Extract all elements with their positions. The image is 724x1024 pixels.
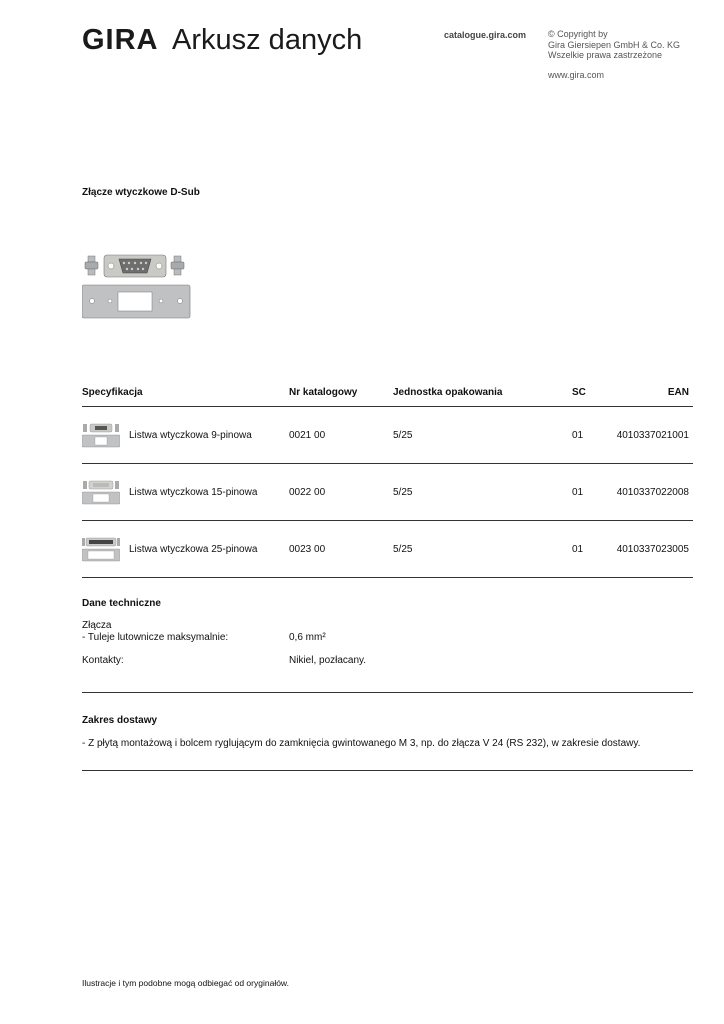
copyright-block — [548, 29, 680, 61]
row-catalog-no: 0021 00 — [289, 430, 326, 441]
website-link[interactable]: www.gira.com — [548, 70, 605, 80]
solder-sleeves-value: 0,6 mm² — [289, 632, 326, 643]
row-spec: Listwa wtyczkowa 15-pinowa — [129, 487, 258, 498]
divider — [82, 463, 693, 464]
divider — [82, 520, 693, 521]
contacts-value: Nikiel, pozłacany. — [289, 655, 367, 666]
row-packaging: 5/25 — [393, 487, 413, 498]
product-title: Złącze wtyczkowe D-Sub — [82, 187, 200, 198]
row-ean: 4010337022008 — [616, 487, 689, 498]
connector-9-pin-thumbnail — [82, 423, 120, 449]
row-catalog-no: 0022 00 — [289, 487, 326, 498]
divider — [82, 577, 693, 578]
copyright-line: Wszelkie prawa zastrzeżone — [548, 50, 663, 60]
copyright-line: Gira Giersiepen GmbH & Co. KG — [548, 39, 681, 50]
copyright-line: © Copyright by — [548, 29, 608, 39]
footer-note: Ilustracje i tym podobne mogą odbiegać od oryginałów. — [82, 978, 289, 988]
row-sc: 01 — [572, 487, 584, 498]
header-catalog-no: Nr katalogowy — [289, 387, 358, 398]
mounting-plate — [82, 285, 190, 318]
header-packaging: Jednostka opakowania — [393, 387, 503, 398]
delivery-scope-text: - Z płytą montażową i bolcem ryglującym do zamknięcia gwintowanego M 3, np. do złącza V 24 (RS 232), w zakresie dostawy. — [82, 738, 641, 749]
row-packaging: 5/25 — [393, 544, 413, 555]
row-spec: Listwa wtyczkowa 25-pinowa — [129, 544, 258, 555]
divider — [82, 406, 693, 407]
connector-25-pin-thumbnail — [82, 537, 120, 563]
contacts-label: Kontakty: — [82, 655, 124, 666]
divider — [82, 692, 693, 693]
row-ean: 4010337021001 — [616, 430, 689, 441]
solder-sleeves-label: - Tuleje lutownicze maksymalnie: — [82, 632, 229, 643]
divider — [82, 770, 693, 771]
catalogue-url[interactable]: catalogue.gira.com — [444, 30, 527, 40]
d-sub-connector-image — [82, 252, 192, 320]
delivery-scope-title: Zakres dostawy — [82, 715, 158, 726]
document-title: Arkusz danych — [172, 24, 363, 56]
row-sc: 01 — [572, 544, 584, 555]
row-packaging: 5/25 — [393, 430, 413, 441]
row-spec: Listwa wtyczkowa 9-pinowa — [129, 430, 252, 441]
screw-icon — [85, 256, 98, 275]
connectors-label: Złącza — [82, 620, 112, 631]
connector-body — [104, 255, 166, 277]
header-sc: SC — [572, 387, 586, 398]
screw-icon — [171, 256, 184, 275]
header-spec: Specyfikacja — [82, 387, 143, 398]
header-ean: EAN — [667, 387, 689, 398]
row-catalog-no: 0023 00 — [289, 544, 326, 555]
technical-data-title: Dane techniczne — [82, 598, 161, 609]
connector-15-pin-thumbnail — [82, 480, 120, 506]
row-ean: 4010337023005 — [616, 544, 689, 555]
gira-logo: GIRA — [82, 24, 159, 56]
row-sc: 01 — [572, 430, 584, 441]
